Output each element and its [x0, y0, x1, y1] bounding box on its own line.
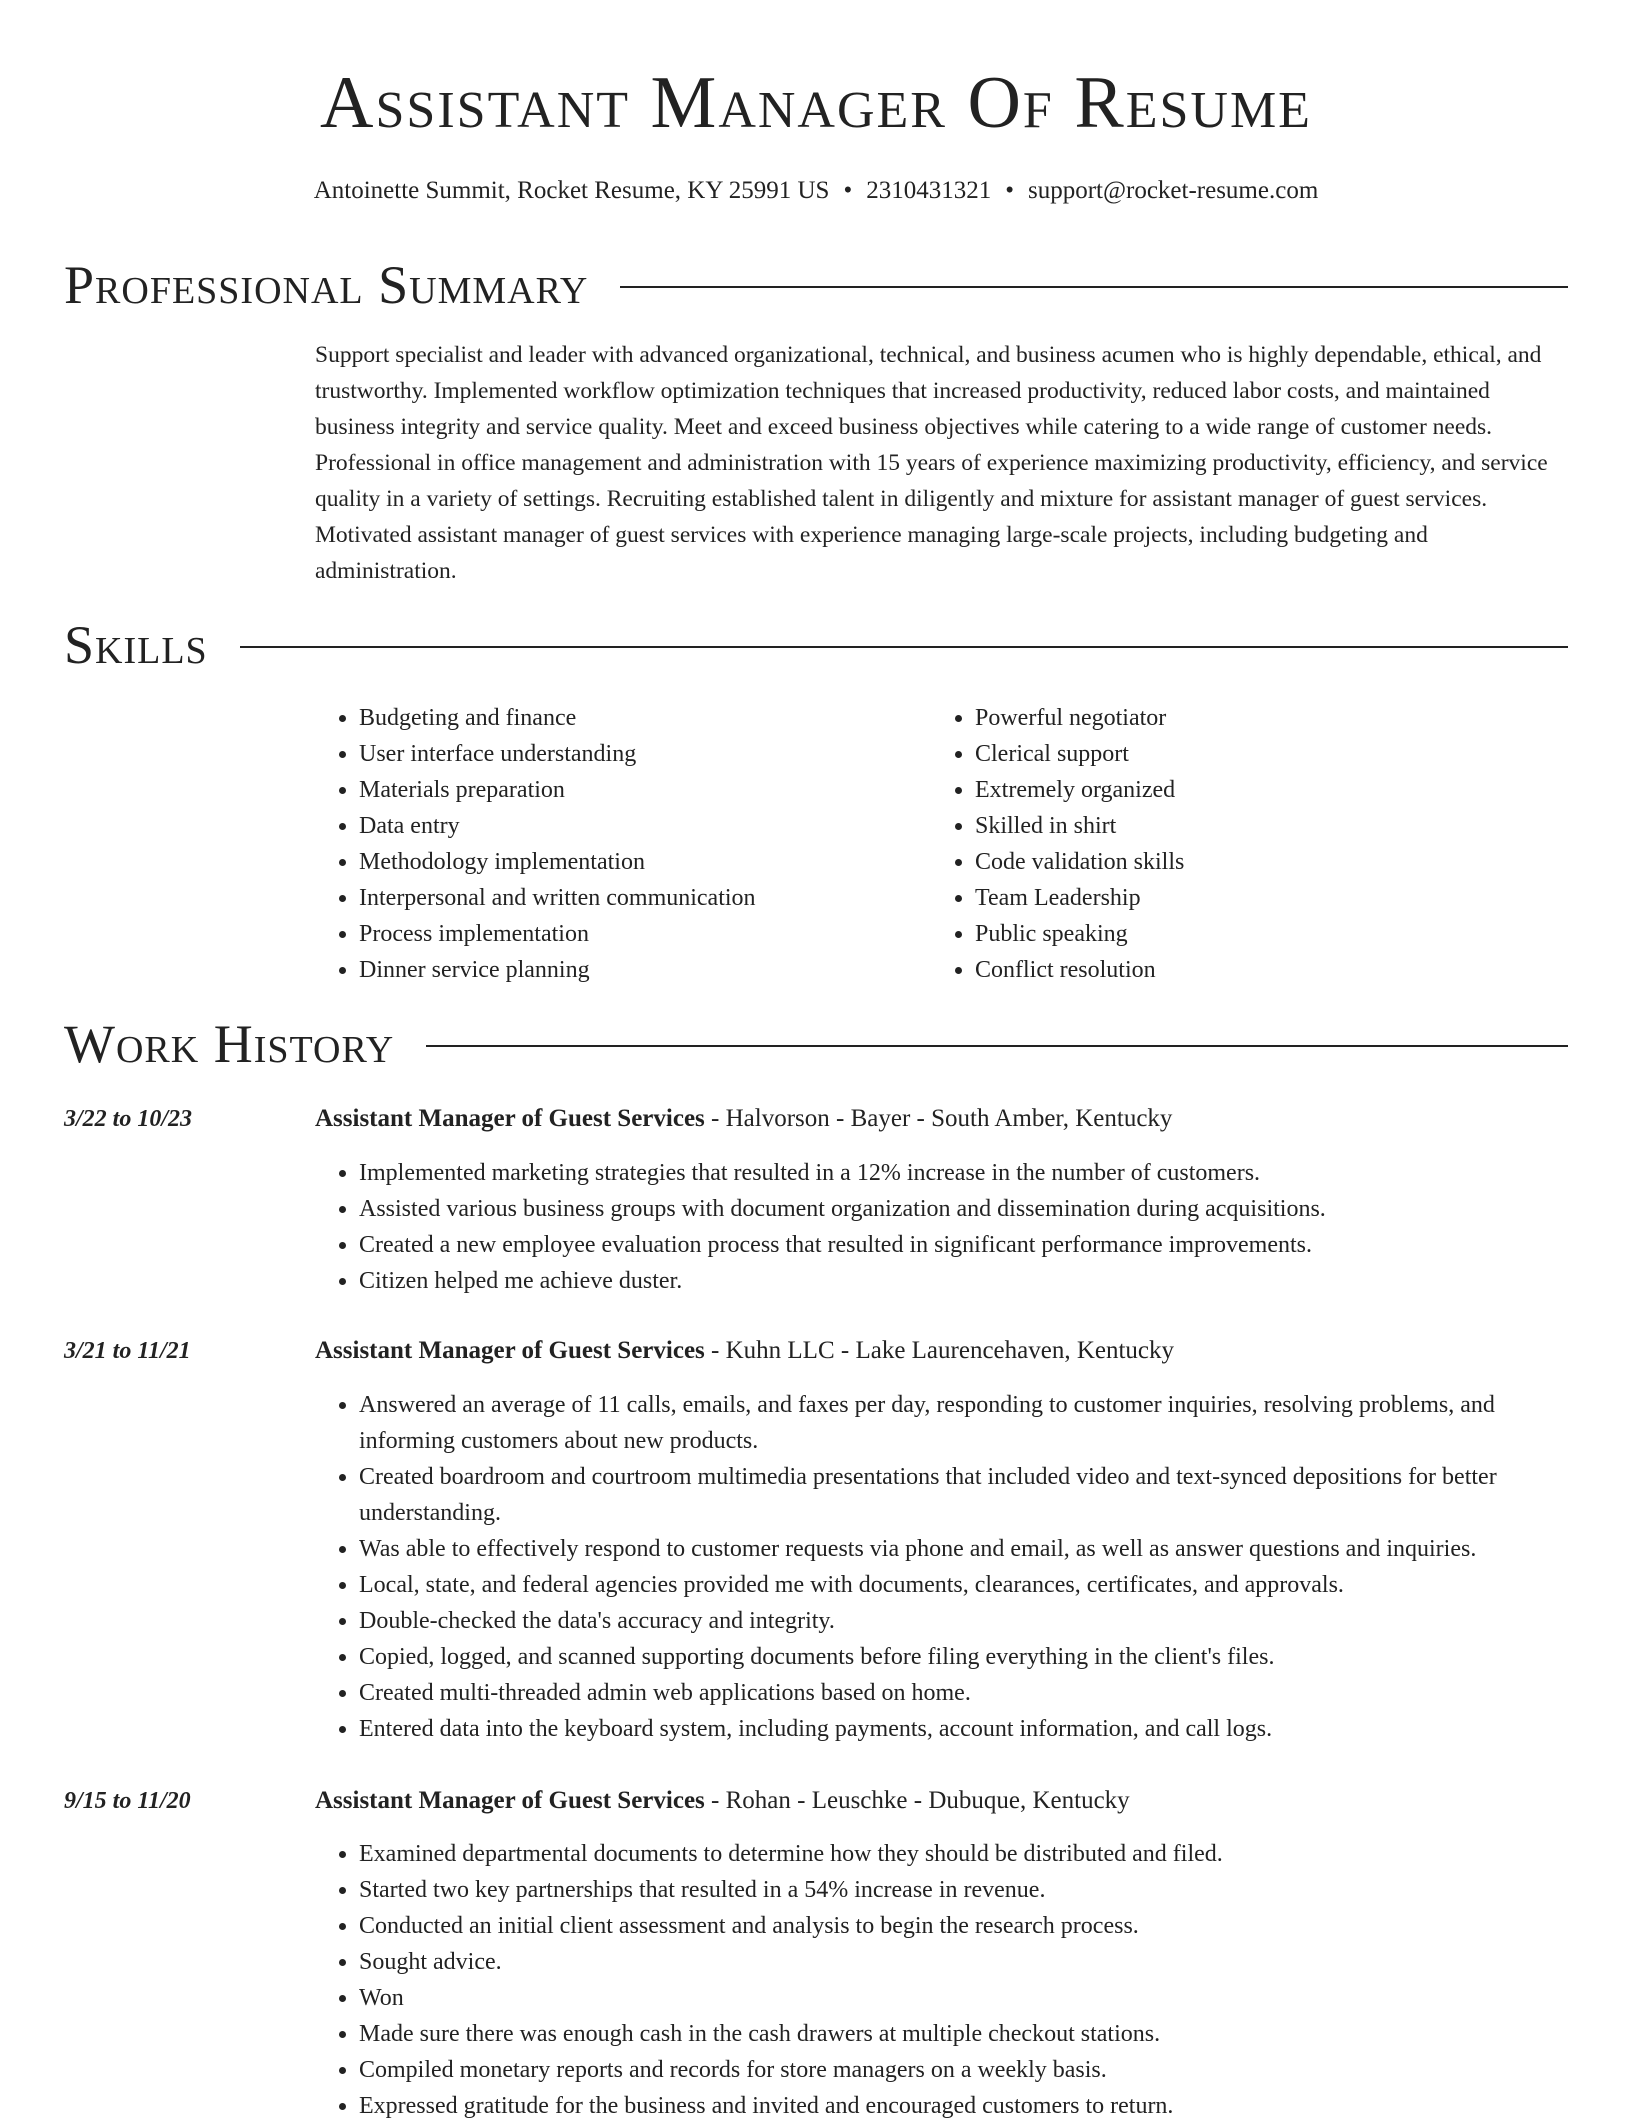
job-bullets [315, 1836, 1568, 2124]
summary-section-title: Professional Summary [64, 255, 589, 315]
work-section-header [64, 1012, 1568, 1076]
job-dates: 3/22 to 10/23 [64, 1106, 193, 1132]
skill-item: • Budgeting and finance [359, 700, 756, 736]
job-role: Assistant Manager of Guest Services [315, 1105, 705, 1132]
summary-text: Support specialist and leader with advanced organizational, technical, and business acumen who is highly dependable, ethical, and trustworthy. Implemented workflow optimization techniques that increased productivity, reduced labor costs, and maintained business integrity and service quality. Meet and exceed business objectives while catering to a wide range of customer needs. Professional in office management and administration with 15 years of experience maximizing productivity, efficiency, and service quality in a variety of settings. Recruiting established talent in diligently and mixture for assistant manager of guest services. Motivated assistant manager of guest services with experience managing large-scale projects, including budgeting and administration. [315, 342, 1548, 584]
job-bullet: • Citizen helped me achieve duster. [359, 1263, 1568, 1299]
job-bullet: • Won [359, 1980, 1568, 2016]
contact-line [64, 174, 1568, 208]
job-bullet: • Copied, logged, and scanned supporting documents before filing everything in the client's files. [359, 1639, 1568, 1675]
skill-item: • Extremely organized [975, 772, 1184, 808]
contact-separator: • [843, 177, 853, 204]
work-section-title: Work History [64, 1014, 395, 1074]
section-divider [426, 1045, 1568, 1047]
job-role: Assistant Manager of Guest Services [315, 1337, 705, 1364]
job-heading [315, 1333, 1174, 1369]
job-bullets [315, 1387, 1568, 1747]
summary-section-header [64, 253, 1568, 317]
job-bullet: • Started two key partnerships that resulted in a 54% increase in revenue. [359, 1872, 1568, 1908]
job-bullet: • Created a new employee evaluation process that resulted in significant performance improvements. [359, 1227, 1568, 1263]
skill-item: • Materials preparation [359, 772, 756, 808]
job-bullet: • Created boardroom and courtroom multimedia presentations that included video and text-synced depositions for better understanding. [359, 1459, 1568, 1531]
job-bullets [315, 1155, 1568, 1299]
skill-item: • Methodology implementation [359, 844, 756, 880]
job-bullet: • Created multi-threaded admin web applications based on home. [359, 1675, 1568, 1711]
skill-item: • Data entry [359, 808, 756, 844]
skill-item: • Public speaking [975, 916, 1184, 952]
skill-item: • User interface understanding [359, 736, 756, 772]
job-bullet: • Assisted various business groups with document organization and dissemination during acquisitions. [359, 1191, 1568, 1227]
section-divider [620, 286, 1568, 288]
job-heading [315, 1783, 1130, 1819]
job-employer: - Rohan - Leuschke - Dubuque, Kentucky [704, 1787, 1130, 1814]
skills-list-left [315, 700, 756, 988]
skill-item: • Clerical support [975, 736, 1184, 772]
job-employer: - Halvorson - Bayer - South Amber, Kentucky [704, 1105, 1173, 1132]
section-divider [240, 646, 1568, 648]
job-heading [315, 1101, 1172, 1137]
skills-section-header [64, 613, 1568, 677]
job-dates: 9/15 to 11/20 [64, 1788, 191, 1814]
job-bullet: • Examined departmental documents to determine how they should be distributed and filed. [359, 1836, 1568, 1872]
job-bullet: • Expressed gratitude for the business and invited and encouraged customers to return. [359, 2088, 1568, 2124]
skill-item: • Team Leadership [975, 880, 1184, 916]
job-bullet: • Sought advice. [359, 1944, 1568, 1980]
contact-phone: 2310431321 [866, 177, 992, 204]
skill-item: • Skilled in shirt [975, 808, 1184, 844]
skill-item: • Interpersonal and written communication [359, 880, 756, 916]
contact-address: Antoinette Summit, Rocket Resume, KY 25991 US [313, 177, 830, 204]
job-bullet: • Conducted an initial client assessment and analysis to begin the research process. [359, 1908, 1568, 1944]
job-bullet: • Was able to effectively respond to customer requests via phone and email, as well as answer questions and inquiries. [359, 1531, 1568, 1567]
job-bullet: • Compiled monetary reports and records for store managers on a weekly basis. [359, 2052, 1568, 2088]
job-bullet: • Answered an average of 11 calls, emails, and faxes per day, responding to customer inquiries, resolving problems, and informing customers about new products. [359, 1387, 1568, 1459]
skill-item: • Powerful negotiator [975, 700, 1184, 736]
skill-item: • Code validation skills [975, 844, 1184, 880]
job-bullet: • Entered data into the keyboard system, including payments, account information, and call logs. [359, 1711, 1568, 1747]
skill-item: • Conflict resolution [975, 952, 1184, 988]
job-role: Assistant Manager of Guest Services [315, 1787, 705, 1814]
job-employer: - Kuhn LLC - Lake Laurencehaven, Kentucky [704, 1337, 1175, 1364]
skill-item: • Dinner service planning [359, 952, 756, 988]
skills-section-title: Skills [64, 615, 208, 675]
skill-item: • Process implementation [359, 916, 756, 952]
job-bullet: • Implemented marketing strategies that resulted in a 12% increase in the number of customers. [359, 1155, 1568, 1191]
job-bullet: • Made sure there was enough cash in the cash drawers at multiple checkout stations. [359, 2016, 1568, 2052]
skills-list-right [931, 700, 1184, 988]
resume-page [64, 0, 1568, 2119]
resume-name: Assistant Manager Of Resume [320, 62, 1312, 144]
job-bullet: • Double-checked the data's accuracy and integrity. [359, 1603, 1568, 1639]
job-bullet: • Local, state, and federal agencies provided me with documents, clearances, certificates, and approvals. [359, 1567, 1568, 1603]
contact-email: support@rocket-resume.com [1027, 177, 1319, 204]
contact-separator: • [1005, 177, 1014, 204]
job-dates: 3/21 to 11/21 [64, 1338, 191, 1364]
